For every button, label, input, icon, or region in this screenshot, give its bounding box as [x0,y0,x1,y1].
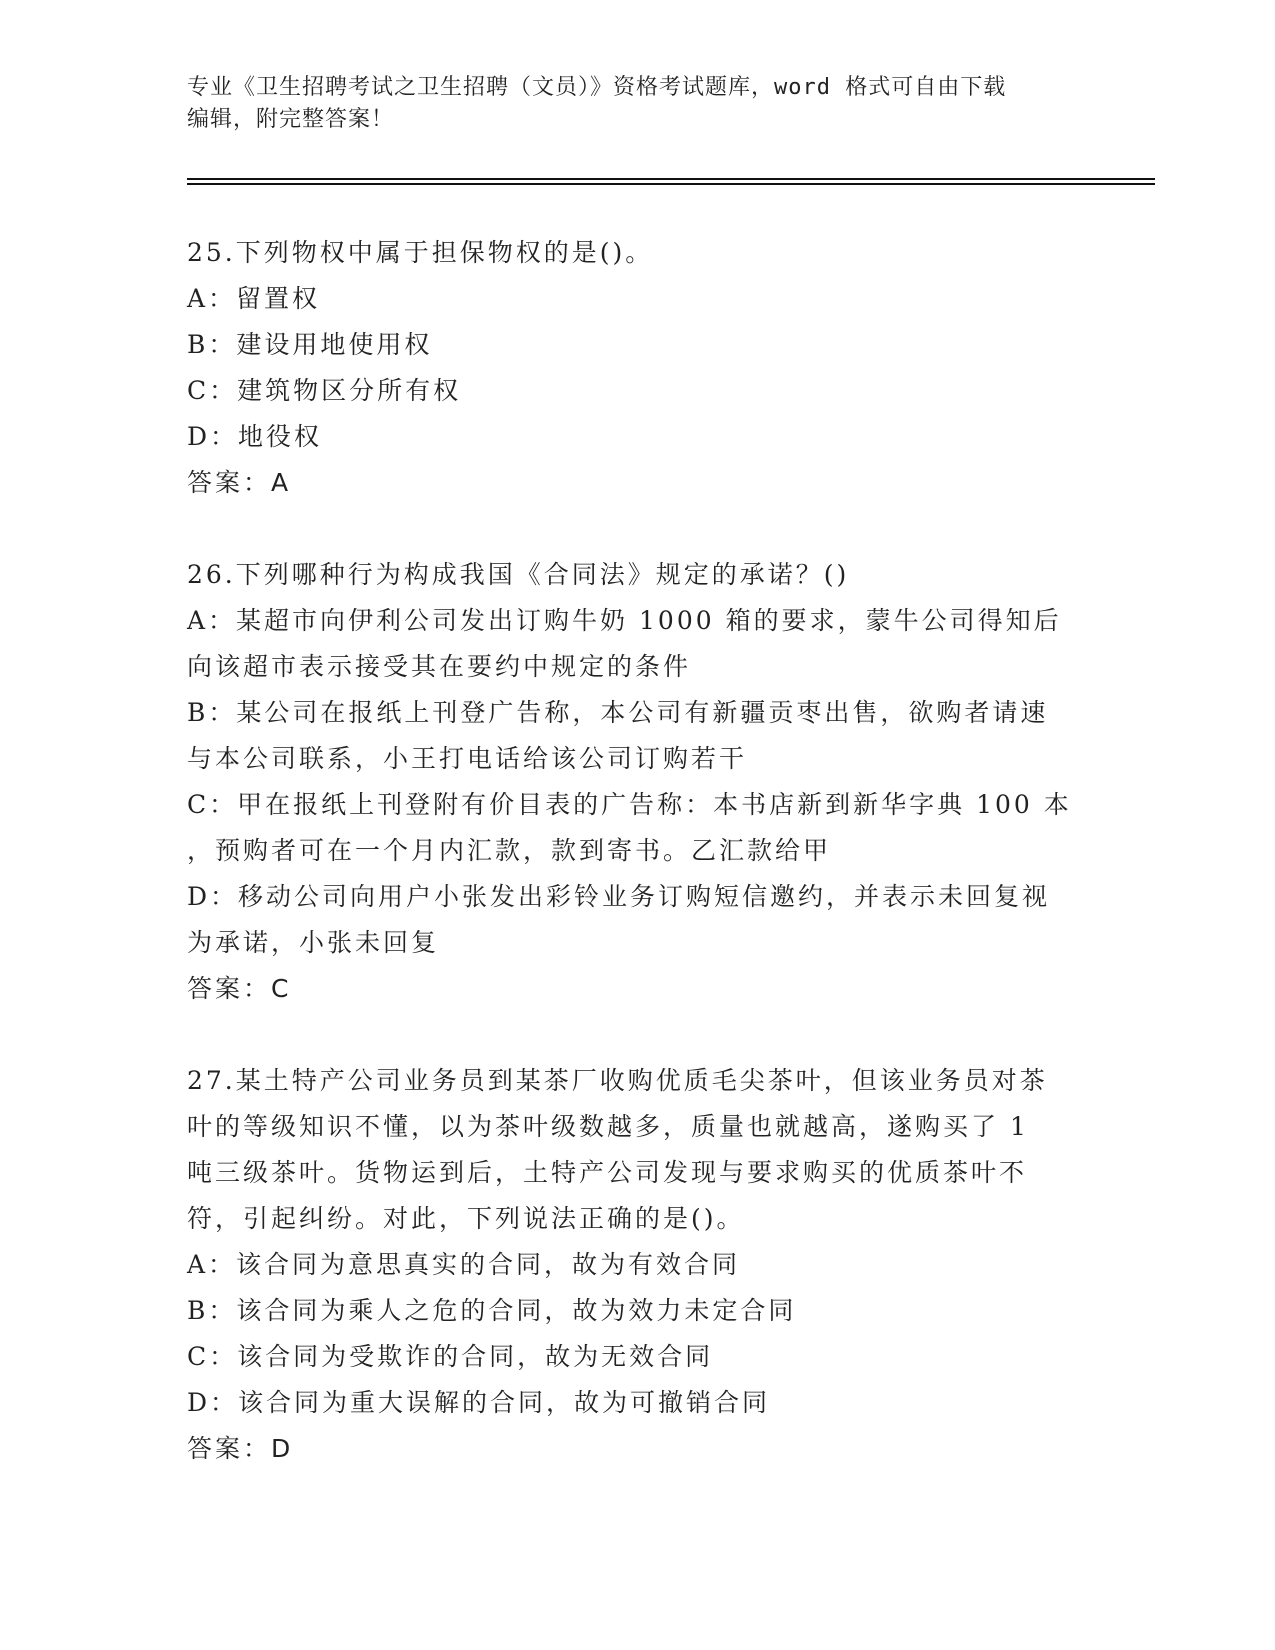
question-stem: 26.下列哪种行为构成我国《合同法》规定的承诺？() [187,560,850,589]
question-stem-continued: 叶的等级知识不懂，以为茶叶级数越多，质量也就越高，遂购买了 1 [187,1112,1029,1141]
option-d-continued: 为承诺，小张未回复 [187,928,440,957]
option-d: D：移动公司向用户小张发出彩铃业务订购短信邀约，并表示未回复视 [187,882,1051,911]
option-c: C：建筑物区分所有权 [187,376,462,405]
option-b-continued: 与本公司联系，小王打电话给该公司订购若干 [187,744,748,773]
header-divider-bottom [187,183,1155,185]
question-stem-continued: 吨三级茶叶。货物运到后，土特产公司发现与要求购买的优质茶叶不 [187,1158,1028,1187]
answer-label: 答案：A [187,468,292,497]
option-a: A：某超市向伊利公司发出订购牛奶 1000 箱的要求，蒙牛公司得知后 [187,606,1062,635]
header-divider-top [187,178,1155,180]
option-a-continued: 向该超市表示接受其在要约中规定的条件 [187,652,692,681]
question-stem: 25.下列物权中属于担保物权的是()。 [187,238,654,267]
question-25 [187,230,1087,506]
answer-label: 答案：D [187,1434,294,1463]
option-d: D：该合同为重大误解的合同，故为可撤销合同 [187,1388,771,1417]
option-c: C：甲在报纸上刊登附有价目表的广告称：本书店新到新华字典 100 本 [187,790,1072,819]
header-line-2: 编辑，附完整答案！ [187,107,395,132]
option-a: A：该合同为意思真实的合同，故为有效合同 [187,1250,741,1279]
option-c: C：该合同为受欺诈的合同，故为无效合同 [187,1342,714,1371]
option-b: B：某公司在报纸上刊登广告称，本公司有新疆贡枣出售，欲购者请速 [187,698,1049,727]
option-d: D：地役权 [187,422,323,451]
question-27 [187,1058,1087,1472]
header-line-1: 专业《卫生招聘考试之卫生招聘（文员）》资格考试题库，word 格式可自由下载 [187,75,1007,100]
question-stem-continued: 符，引起纠纷。对此，下列说法正确的是()。 [187,1204,745,1233]
question-stem: 27.某土特产公司业务员到某茶厂收购优质毛尖茶叶，但该业务员对茶 [187,1066,1048,1095]
question-26 [187,552,1087,1012]
option-b: B：建设用地使用权 [187,330,433,359]
document-header [187,72,1087,136]
option-a: A：留置权 [187,284,321,313]
answer-label: 答案：C [187,974,292,1003]
question-list [187,230,1087,1518]
option-c-continued: ，预购者可在一个月内汇款，款到寄书。乙汇款给甲 [187,836,832,865]
option-b: B：该合同为乘人之危的合同，故为效力未定合同 [187,1296,797,1325]
